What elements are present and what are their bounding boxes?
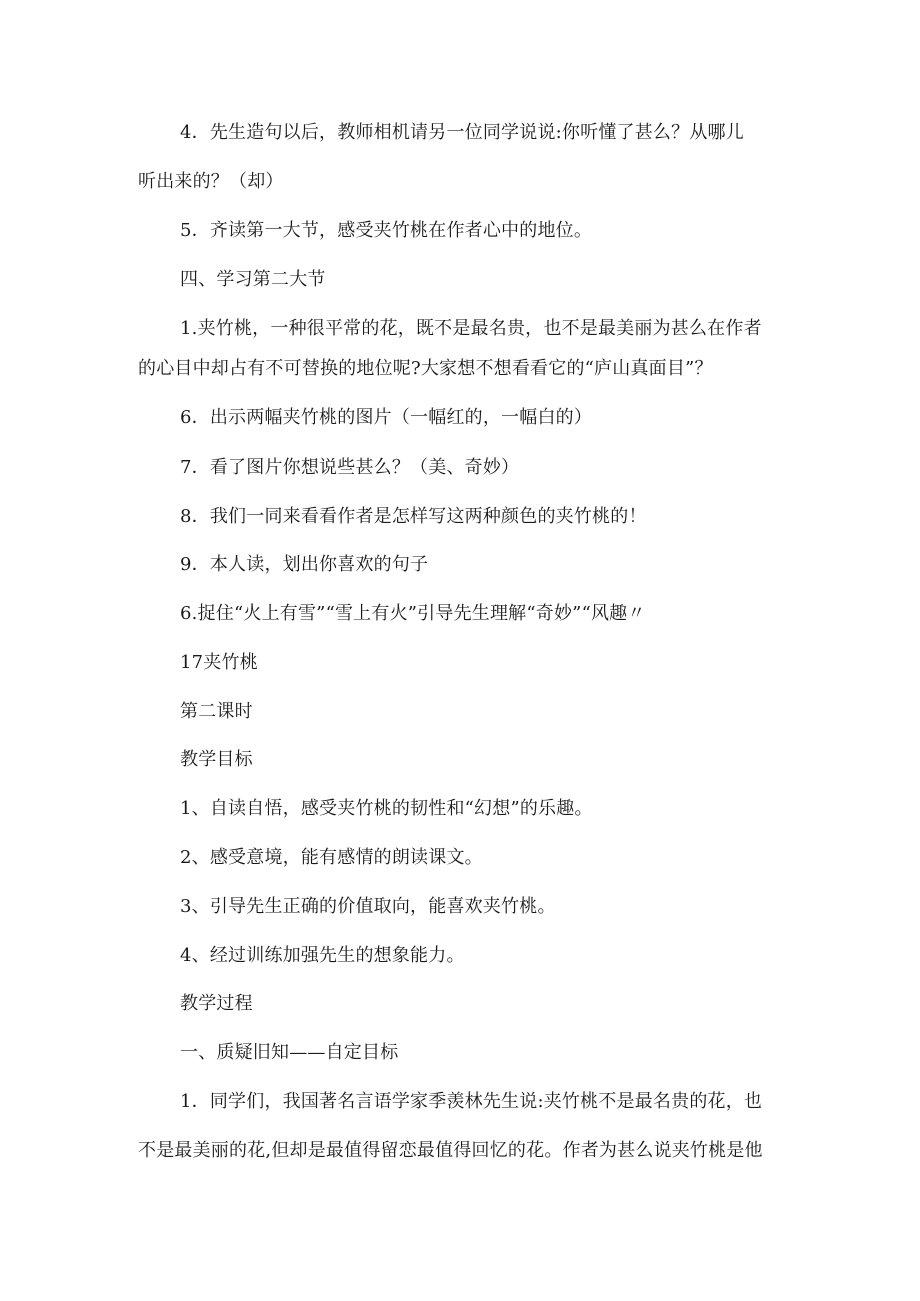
paragraph-line: 4．先生造句以后，教师相机请另一位同学说说:你听懂了甚么？从哪儿 bbox=[180, 122, 744, 143]
list-item: 8．我们一同来看看作者是怎样写这两种颜色的夹竹桃的！ bbox=[180, 506, 647, 527]
paragraph-line: 听出来的？（却） bbox=[138, 171, 284, 192]
section-heading: 教学目标 bbox=[180, 749, 253, 770]
paragraph-line: 不是最美丽的花,但却是最值得留恋最值得回忆的花。作者为甚么说夹竹桃是他 bbox=[138, 1140, 763, 1161]
list-item: 3、引导先生正确的价值取向，能喜欢夹竹桃。 bbox=[180, 896, 556, 917]
list-item: 4、经过训练加强先生的想象能力。 bbox=[180, 945, 465, 966]
list-item: 6.捉住“火上有雪”“雪上有火”引导先生理解“奇妙”“风趣〃 bbox=[180, 603, 646, 624]
paragraph-line: 的心目中却占有不可替换的地位呢?大家想不想看看它的“庐山真面目”？ bbox=[138, 358, 713, 379]
list-item: 1、自读自悟，感受夹竹桃的韧性和“幻想”的乐趣。 bbox=[180, 798, 593, 819]
list-item: 9．本人读，划出你喜欢的句子 bbox=[180, 554, 429, 575]
list-item: 7．看了图片你想说些甚么？（美、奇妙） bbox=[180, 457, 520, 478]
section-heading: 教学过程 bbox=[180, 993, 253, 1014]
section-heading: 一、质疑旧知——自定目标 bbox=[180, 1042, 399, 1063]
paragraph-line: 1．同学们，我国著名言语学家季羡林先生说:夹竹桃不是最名贵的花，也 bbox=[180, 1091, 763, 1112]
list-item: 6．出示两幅夹竹桃的图片（一幅红的，一幅白的） bbox=[180, 407, 593, 428]
lesson-period: 第二课时 bbox=[180, 701, 253, 722]
list-item: 2、感受意境，能有感情的朗读课文。 bbox=[180, 847, 483, 868]
paragraph-line: 5．齐读第一大节，感受夹竹桃在作者心中的地位。 bbox=[180, 220, 593, 241]
lesson-title: 17夹竹桃 bbox=[180, 652, 258, 673]
section-heading: 四、学习第二大节 bbox=[180, 269, 326, 290]
paragraph-line: 1.夹竹桃，一种很平常的花，既不是最名贵，也不是最美丽为甚么在作者 bbox=[180, 318, 762, 339]
